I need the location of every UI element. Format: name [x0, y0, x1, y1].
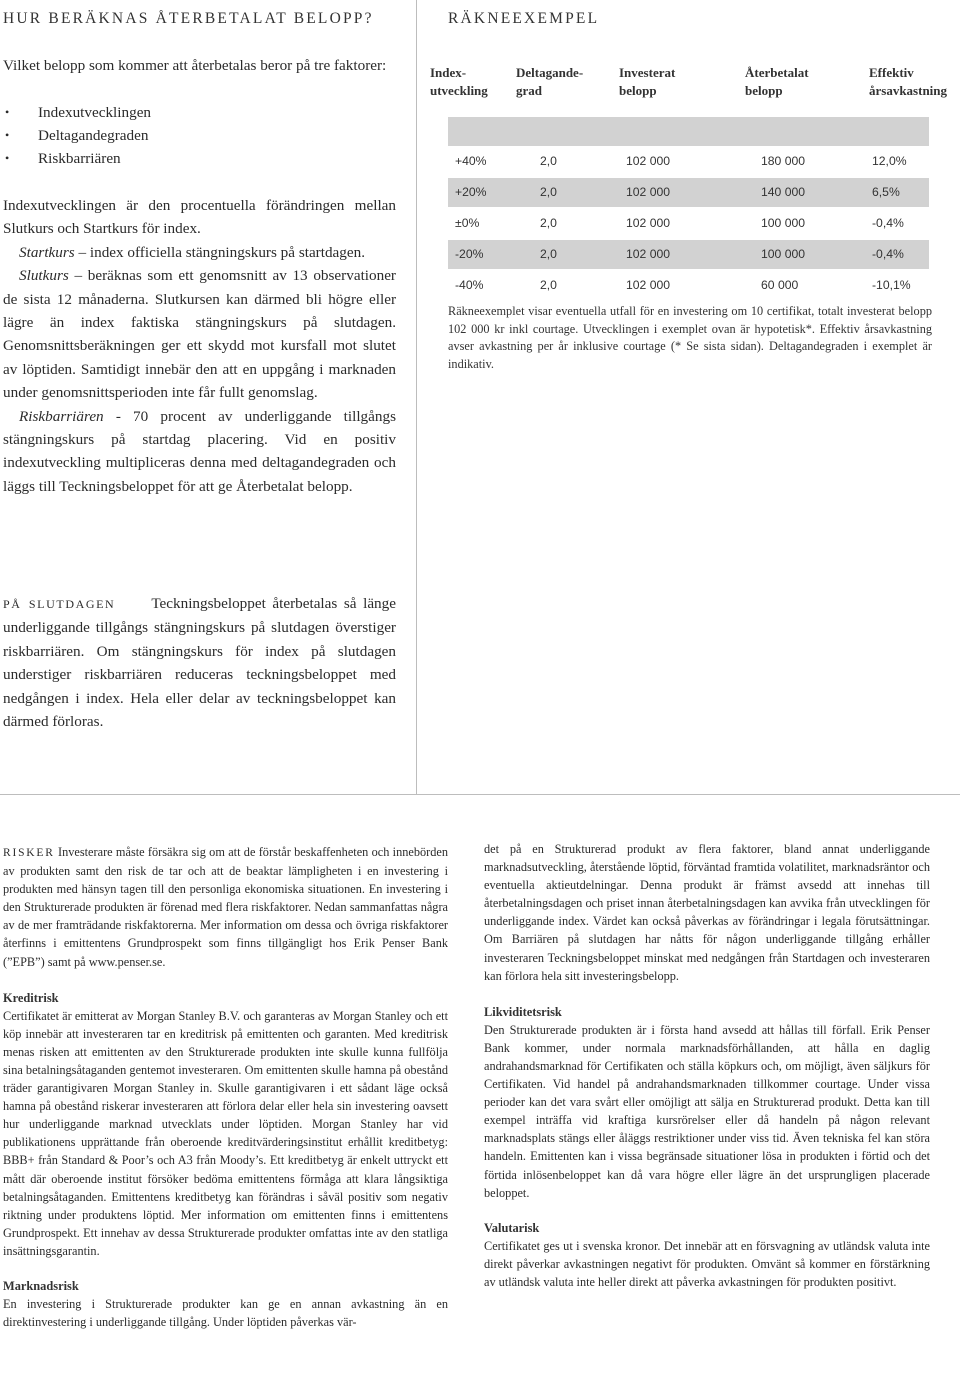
example-note: Räkneexemplet visar eventuella utfall för en investering om 10 certifikat, totalt investerat belopp 102 000 kr inkl courtage. Utvecklingen i exemplet ovan är hypotetisk*. Effektiv årsavkastning avser avkastning per år inklusive courtage (* Se sista sidan). Deltagandegraden i exemplet är indikativ. [448, 304, 932, 371]
table-cell: -0,4% [872, 216, 904, 230]
table-cell: 102 000 [626, 216, 671, 230]
table-cell: -10,1% [872, 278, 911, 292]
header-line: Investerat [619, 65, 676, 80]
table-cell: 100 000 [761, 247, 806, 261]
table-cell: 102 000 [626, 247, 671, 261]
list-item: • Indexutvecklingen [3, 101, 383, 124]
valutarisk-text: Certifikatet ges ut i svenska kronor. Det innebär att en försvagning av utländsk valuta inte direkt påverkar avkastningen negativt för produkten. Omvänt så kommer en förstärkning av utländsk valuta inte heller direkt att påverka avkastningen för produkten positivt. [484, 1238, 930, 1289]
slutdagen-block [3, 592, 396, 733]
table-cell: ±0% [455, 216, 480, 230]
slutkurs-paragraph [3, 264, 396, 404]
header-line: Återbetalat [745, 65, 809, 80]
header-line: utveckling [430, 83, 488, 98]
term: Slutkurs [19, 267, 69, 285]
table-cell: 2,0 [540, 247, 557, 261]
column-divider [416, 0, 417, 795]
table-header-band [448, 117, 929, 146]
definition: – beräknas som ett genomsnitt av 13 observationer de sista 12 månaderna. Slutkursen kan därmed bli högre eller lägre än index faktiska stängningskurs på slutdagen. Genomsnittsberäkningen ger ett skydd mot kursfall mot slutet av löptiden. Samtidigt innebär den att en uppgång i marknaden under genomsnittsperioden inte får fullt genomslag. [3, 267, 396, 402]
table-cell: 180 000 [761, 154, 806, 168]
table-cell: 102 000 [626, 185, 671, 199]
factor-list [3, 101, 383, 171]
header-line: belopp [619, 83, 657, 98]
section-divider [0, 794, 960, 795]
table-cell: 2,0 [540, 185, 557, 199]
risks-label: RISKER [3, 847, 55, 859]
subheading-kreditrisk: Kreditrisk [3, 990, 59, 1005]
table-cell: +40% [455, 154, 487, 168]
table-cell: 100 000 [761, 216, 806, 230]
column-header [869, 64, 947, 100]
list-item: • Riskbarriären [3, 147, 383, 170]
table-cell: 2,0 [540, 216, 557, 230]
risks-left-column [3, 843, 448, 1331]
term: Startkurs [19, 243, 75, 261]
header-line: Index- [430, 65, 467, 80]
header-line: belopp [745, 83, 783, 98]
table-row [448, 271, 929, 300]
risks-intro-text: Investerare måste försäkra sig om att de förstår beskaffenheten och innebörden av produkten samt den risk de tar och att de beaktar lämpligheten i en investering i produkten med hänsyn tagen till den personliga ekonomiska situationen. En investering i den Strukturerade produkten är förenad med flera riskfaktorer. Nedan sammanfattas några av de mer framträdande riskfaktorerna. Mer information om dessa och övriga riskfaktorer återfinns i emittentens Grundprospekt som finns tillgängligt hos Erik Penser Bank (”EPB”) samt på www.penser.se. [3, 845, 448, 969]
definition: - 70 procent av underliggande tillgångs stängningskurs på startdag placering. Vid en positiv indexutveckling multipliceras denna med deltagandegraden och läggs till Teckningsbeloppet för att ge Återbetalat belopp. [3, 407, 396, 495]
header-line: grad [516, 83, 542, 98]
intro-paragraph: Vilket belopp som kommer att återbetalas beror på tre faktorer: [3, 57, 387, 74]
table-cell: 2,0 [540, 154, 557, 168]
paragraph [3, 592, 396, 733]
definitions-block [3, 194, 396, 498]
startkurs-paragraph [3, 241, 396, 264]
table-cell: +20% [455, 185, 487, 199]
risks-intro [3, 843, 448, 971]
table-cell: 102 000 [626, 154, 671, 168]
header-line: Effektiv [869, 65, 914, 80]
table-cell: 140 000 [761, 185, 806, 199]
table-cell: -20% [455, 247, 484, 261]
subheading-marknadsrisk: Marknadsrisk [3, 1278, 79, 1293]
marknadsrisk-text: En investering i Strukturerade produkter kan ge en annan avkastning än en direktinvestering i underliggande tillgång. Under löptiden påverkas vär- [3, 1296, 448, 1330]
list-item: • Deltagandegraden [3, 124, 383, 147]
slutdagen-text: Teckningsbeloppet återbetalas så länge underliggande tillgångs stängningskurs på slutdagen överstiger riskbarriären. Om stängningskurs för index på slutdagen understiger riskbarriären reduceras teckningsbeloppet med nedgången i index. Hela eller delar av teckningsbeloppet kan därmed förloras. [3, 595, 396, 731]
column-header [430, 64, 488, 100]
term: Riskbarriären [19, 407, 104, 425]
definition: – index officiella stängningskurs på startdagen. [74, 243, 366, 261]
table-row [448, 240, 929, 269]
table-cell: -40% [455, 278, 484, 292]
paragraph: Indexutvecklingen är den procentuella förändringen mellan Slutkurs och Startkurs för index. [3, 197, 396, 238]
column-header [516, 64, 583, 100]
example-heading: RÄKNEEXEMPEL [448, 10, 600, 27]
slutdagen-label: PÅ SLUTDAGEN [3, 597, 116, 611]
risks-right-column [484, 840, 930, 1291]
section-heading: HUR BERÄKNAS ÅTERBETALAT BELOPP? [3, 10, 374, 27]
subheading-likviditetsrisk: Likviditetsrisk [484, 1004, 562, 1019]
marknadsrisk-continued: det på en Strukturerad produkt av flera faktorer, bland annat underliggande marknadsutveckling, återstående löptid, förväntad framtida volatilitet, marknadsräntor och eventuella aktieutdelningar. Denna produkt är främst avsedd att innehas till återbetalningsdagen och priset innan återbetalningsdagen kan avvika från utvecklingen för underliggande index. Värdet kan också påverkas av förändringar i legala förutsättningar. Om Barriären på slutdagen har nåtts för någon underliggande tillgång erhåller investeraren Teckningsbeloppet minskat med nedgången från Startdagen och investeraren kan förlora hela sitt investeringsbelopp. [484, 842, 930, 983]
kreditrisk-text: Certifikatet är emitterat av Morgan Stanley B.V. och garanteras av Morgan Stanley och ett köp innebär att investeraren tar en kreditrisk på emittenten och garanten. Med kreditrisk menas risken att emittenten av den Strukturerade produkten inte skulle kunna fullfölja sina betalningsåtaganden gentemot investeraren. Om emittenten skulle hamna på obestånd träder garantigivaren Morgan Stanley in. Skulle garantigivaren i ett sådant läge också hamna på obestånd riskerar investeraren att förlora delar eller hela sin investering oavsett hur underliggande marknad utvecklats under löptiden. Morgan Stanley har vid publikationens upprättande från oberoende kreditvärderingsinstitut erhållit kreditbetyg: BBB+ från Standard & Poor’s och A3 från Moody’s. Ett kreditbetyg är enkelt uttryckt ett mått där oberoende institut försöker bedöma emittentens förmåga att klara långsiktiga betalningsåtaganden. Emittentens kreditbetyg kan förändras i såväl positiv som negativ riktning under produktens löptid. Mer information om emittenten finns i emittentens Grundprospekt. Ett innehav av dessa Strukturerade produkter omfattas inte av den statliga insättningsgarantin. [3, 1008, 448, 1258]
riskbarriar-paragraph [3, 405, 396, 499]
table-cell: 102 000 [626, 278, 671, 292]
table-row [448, 209, 929, 238]
table-cell: 2,0 [540, 278, 557, 292]
header-line: årsavkastning [869, 83, 948, 98]
table-row [448, 147, 929, 176]
likviditetsrisk-text: Den Strukturerade produkten är i första hand avsedd att hållas till förfall. Erik Penser Bank kommer, under normala marknadsförhållanden, att hålla en daglig andrahandsmarknad för Certifikaten och ställa köpkurs och, om möjligt, även säljkurs för Certifikaten. Vid handel på andrahandsmarknaden tillkommer courtage. Under vissa perioder kan det vara svårt eller omöjligt att sälja en Strukturerad produkt. Detta kan till exempel inträffa vid kraftiga kursrörelser eller då handeln på någon relevant marknadsplats stängs eller åläggs restriktioner under viss tid. Även tekniska fel kan störa handeln. Emittenten kan i vissa begränsade situationer lösa in produkten i förtid och det förtida inlösenbeloppet kan då vara högre eller lägre än det ursprungligen placerade beloppet. [484, 1022, 930, 1200]
table-row [448, 178, 929, 207]
intro-text [3, 54, 396, 77]
column-header [619, 64, 675, 100]
subheading-valutarisk: Valutarisk [484, 1220, 540, 1235]
table-cell: -0,4% [872, 247, 904, 261]
table-cell: 60 000 [761, 278, 799, 292]
header-line: Deltagande- [516, 65, 584, 80]
column-header [745, 64, 809, 100]
table-cell: 6,5% [872, 185, 900, 199]
table-cell: 12,0% [872, 154, 907, 168]
